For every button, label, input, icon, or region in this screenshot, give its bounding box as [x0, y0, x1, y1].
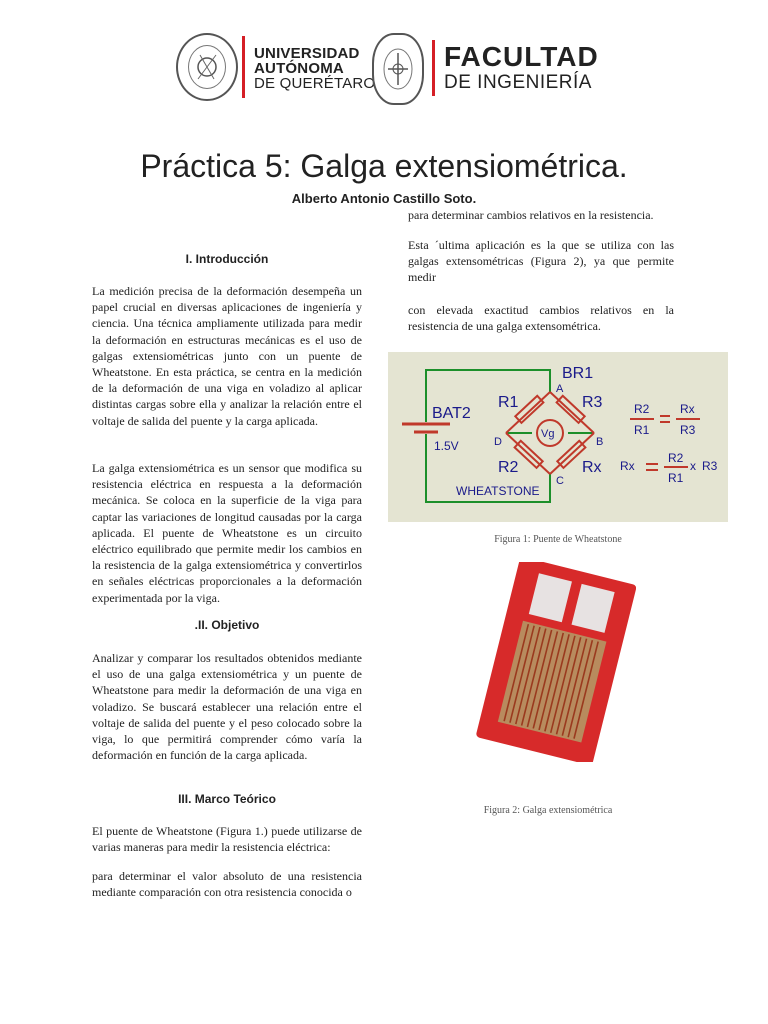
label-vg: Vg — [541, 428, 555, 440]
eq2-den: R1 — [668, 471, 684, 485]
intro-paragraph-1: La medición precisa de la deformación desempeña un papel crucial en diversas aplicaciones de ingeniería y ciencia. Una técnica ampliamente utilizada para medir la deformación en estructuras mecánicas es el uso de galgas extensiométricas junto con un puente de Wheatstone. En esta práctica, se centra en la medición de la deformación de una viga en voladizo al aplicar distintas cargas sobre ella y analizar la relación entre el voltaje de salida del puente y la carga aplicada. — [92, 284, 362, 428]
wheatstone-diagram — [388, 352, 728, 522]
label-bat2: BAT2 — [432, 405, 471, 422]
eq1-den-right: R3 — [680, 423, 696, 437]
eq2-r3: R3 — [702, 459, 718, 473]
label-r2: R2 — [498, 459, 519, 476]
label-d: D — [494, 436, 502, 448]
label-a: A — [556, 383, 564, 395]
figure-1-caption: Figura 1: Puente de Wheatstone — [494, 534, 622, 545]
author-name: Alberto Antonio Castillo Soto. — [291, 191, 477, 206]
label-b: B — [596, 436, 604, 448]
eq2-num: R2 — [668, 451, 684, 465]
heading-introduccion: I. Introducción — [185, 252, 269, 266]
label-wheatstone: WHEATSTONE — [456, 484, 540, 498]
label-rx: Rx — [582, 459, 602, 476]
heading-marco-teorico: III. Marco Teórico — [178, 792, 276, 806]
faculty-seal — [372, 33, 424, 105]
strain-gauge-image — [476, 562, 636, 762]
theory-paragraph-2: para determinar el valor absoluto de una resistencia mediante comparación con otra resistencia conocida o — [92, 869, 362, 900]
objective-paragraph: Analizar y comparar los resultados obtenidos mediante el uso de una galga extensiométrica y un puente de Wheatstone para medir la deformación de una viga en voladizo. Se buscará establecer una relación entre el voltaje de salida del puente y el peso colocado sobre la viga, lo que permitirá comprender cómo varía la deformación en función de la carga aplicada. — [92, 651, 362, 763]
intro-paragraph-2: La galga extensiométrica es un sensor que modifica su resistencia eléctrica en respuesta a la deformación mecánica. Se coloca en la superficie de la viga para captar las variaciones de longitud causadas por la carga aplicada. El puente de Wheatstone es un circuito eléctrico equilibrado que permite medir los cambios en la resistencia de la galga extensiométrica y convertirlos en señales eléctricas proporcionales a la deformación experimentada por la viga. — [92, 461, 362, 605]
eq1-num-right: Rx — [680, 402, 695, 416]
label-voltage: 1.5V — [434, 439, 459, 453]
header-divider — [242, 36, 245, 98]
header-divider-2 — [432, 40, 435, 96]
right-paragraph-2: Esta ´ultima aplicación es la que se utiliza con las galgas extensométricas (Figura 2), ya que permite medir — [408, 238, 674, 285]
right-paragraph-3: con elevada exactitud cambios relativos en la resistencia de una galga extensométrica. — [408, 303, 674, 334]
figure-2-caption: Figura 2: Galga extensiométrica — [483, 805, 613, 816]
right-paragraph-1: para determinar cambios relativos en la resistencia. — [408, 208, 654, 222]
faculty-name: FACULTAD DE INGENIERÍA — [444, 41, 599, 93]
label-c: C — [556, 475, 564, 487]
heading-objetivo: .II. Objetivo — [194, 618, 260, 632]
theory-paragraph-1: El puente de Wheatstone (Figura 1.) puede utilizarse de varias maneras para medir la resistencia eléctrica: — [92, 824, 362, 855]
label-br1: BR1 — [562, 365, 594, 382]
university-name: UNIVERSIDAD AUTÓNOMA DE QUERÉTARO — [254, 45, 376, 92]
label-r3: R3 — [582, 394, 603, 411]
university-seal — [176, 33, 238, 101]
eq2-left: Rx — [620, 459, 635, 473]
eq1-num-left: R2 — [634, 402, 650, 416]
eq1-den-left: R1 — [634, 423, 650, 437]
eq2-mult: x — [690, 459, 696, 473]
page-title: Práctica 5: Galga extensiométrica. — [140, 148, 628, 184]
label-r1: R1 — [498, 394, 519, 411]
